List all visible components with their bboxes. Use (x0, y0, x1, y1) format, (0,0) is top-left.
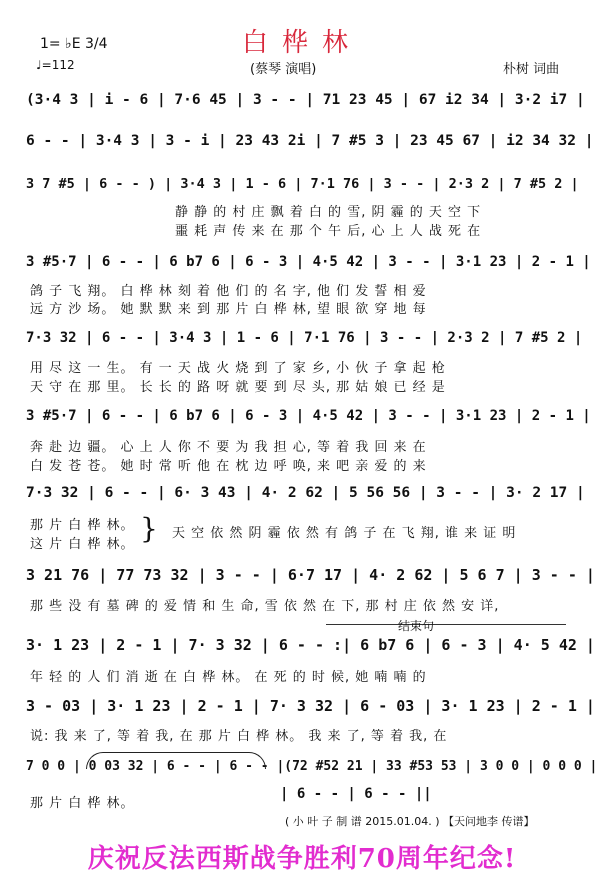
lyric-line: 这 片 白 桦 林。 (30, 537, 135, 552)
lyric-line: 白 发 苍 苍。 她 时 常 听 他 在 枕 边 呼 唤, 来 吧 亲 爱 的 来 (30, 459, 427, 474)
notation-row-7: 7·3 32 | 6 - - | 6· 3 43 | 4· 2 62 | 5 56 56 | 3 - - | 3· 2 17 | (26, 485, 585, 501)
notation-row-4: 3 #5·7 | 6 - - | 6 b7 6 | 6 - 3 | 4·5 42 | 3 - - | 3·1 23 | 2 - 1 | (26, 254, 591, 270)
lyric-line: 天 空 依 然 阴 霾 依 然 有 鸽 子 在 飞 翔, 谁 来 证 明 (172, 526, 517, 541)
end-section-line (326, 624, 566, 625)
lyric-line: 天 守 在 那 里。 长 长 的 路 呀 就 要 到 尽 头, 那 姑 娘 已 经 是 (30, 380, 446, 395)
transcriber-credit: ( 小 叶 子 制 谱 2015.01.04. ) 【天问地李 传谱】 (285, 815, 535, 828)
notation-row-11: 7 0 0 | 0 03 32 | 6 - - | 6 - - |(72 #52 21 | 33 #53 53 | 3 0 0 | 0 0 0 | (26, 759, 598, 774)
lyric-line: 远 方 沙 场。 她 默 默 来 到 那 片 白 桦 林, 望 眼 欲 穿 地 每 (30, 302, 427, 317)
author-credit: 朴树 词曲 (503, 62, 560, 77)
key-signature: 1= ♭E 3/4 (40, 36, 108, 52)
commemoration-banner: 庆祝反法西斯战争胜利70周年纪念! (87, 844, 517, 872)
notation-row-3: 3 7 #5 | 6 - - ) | 3·4 3 | 1 - 6 | 7·1 76 | 3 - - | 2·3 2 | 7 #5 2 | (26, 176, 579, 192)
lyric-line: 噩 耗 声 传 来 在 那 个 午 后, 心 上 人 战 死 在 (175, 224, 482, 239)
notation-row-10: 3 - 03 | 3· 1 23 | 2 - 1 | 7· 3 32 | 6 - 03 | 3· 1 23 | 2 - 1 | (26, 697, 595, 715)
lyric-line: 那 片 白 桦 林。 (30, 796, 135, 811)
song-title: 白桦林 (241, 28, 362, 58)
notation-row-9: 3· 1 23 | 2 - 1 | 7· 3 32 | 6 - - :| 6 b7 6 | 6 - 3 | 4· 5 42 | (26, 636, 595, 654)
brace-symbol: } (140, 512, 158, 545)
notation-row-6: 3 #5·7 | 6 - - | 6 b7 6 | 6 - 3 | 4·5 42 | 3 - - | 3·1 23 | 2 - 1 | (26, 408, 591, 424)
notation-row-2: 6 - - | 3·4 3 | 3 - i | 23 43 2i | 7 #5 3 | 23 45 67 | i2 34 32 | (26, 133, 594, 149)
end-section-label: 结束句 (398, 619, 435, 633)
lyric-line: 奔 赴 边 疆。 心 上 人 你 不 要 为 我 担 心, 等 着 我 回 来 在 (30, 440, 427, 455)
singer-credit: (蔡琴 演唱) (250, 62, 317, 77)
notation-row-1: (3·4 3 | i - 6 | 7·6 45 | 3 - - | 71 23 45 | 67 i2 34 | 3·2 i7 | (26, 92, 585, 108)
lyric-line: 年 轻 的 人 们 消 逝 在 白 桦 林。 在 死 的 时 候, 她 喃 喃 的 (30, 670, 427, 685)
lyric-line: 用 尽 这 一 生。 有 一 天 战 火 烧 到 了 家 乡, 小 伙 子 拿 起 枪 (30, 361, 446, 376)
sub-notation: | 6 - - | 6 - - || (280, 786, 432, 802)
tempo-marking: ♩=112 (36, 58, 75, 72)
notation-row-5: 7·3 32 | 6 - - | 3·4 3 | 1 - 6 | 7·1 76 | 3 - - | 2·3 2 | 7 #5 2 | (26, 330, 583, 346)
lyric-line: 那 片 白 桦 林。 (30, 518, 135, 533)
lyric-line: 静 静 的 村 庄 飘 着 白 的 雪, 阴 霾 的 天 空 下 (175, 205, 482, 220)
lyric-line: 说: 我 来 了, 等 着 我, 在 那 片 白 桦 林。 我 来 了, 等 着 我, 在 (30, 729, 448, 744)
notation-row-8: 3 21 76 | 77 73 32 | 3 - - | 6·7 17 | 4· 2 62 | 5 6 7 | 3 - - | (26, 566, 595, 584)
lyric-line: 鸽 子 飞 翔。 白 桦 林 刻 着 他 们 的 名 字, 他 们 发 誓 相 爱 (30, 284, 427, 299)
lyric-line: 那 些 没 有 墓 碑 的 爱 情 和 生 命, 雪 依 然 在 下, 那 村 庄 依 然 安 详, (30, 599, 500, 614)
tie-arc (86, 752, 266, 769)
